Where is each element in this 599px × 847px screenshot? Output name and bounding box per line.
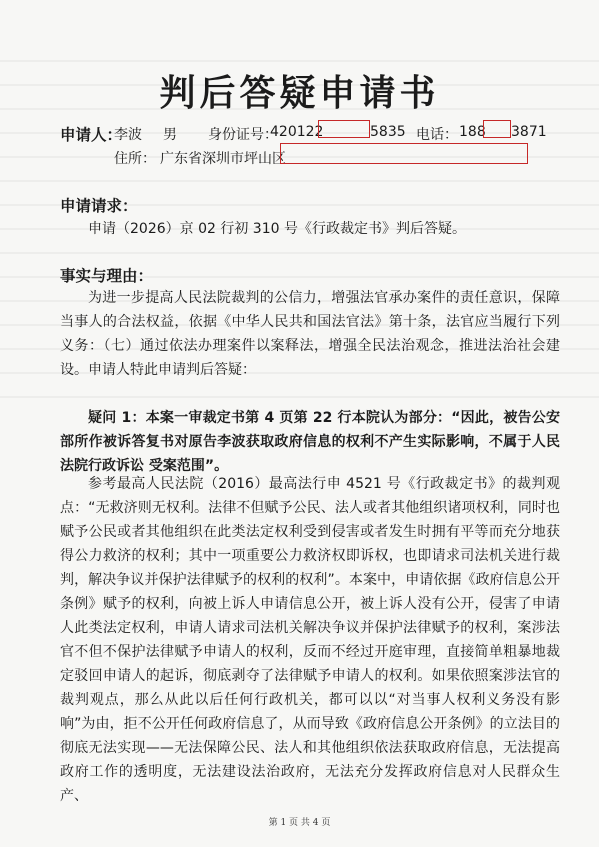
paragraph-reference-case: 参考最高人民法院（2016）最高法行申 4521 号《行政裁定书》的裁判观点：“无救济则无权利。法律不但赋予公民、法人或者其他组织诸项权利，同时也赋予公民或者其他组织在此类法定权利受到侵害或者发生时拥有平等而充分地获得公力救济的权利；其中一项重要公力救济权即诉权，也即请求司法机关进行裁判，解决争议并保护法律赋予的权利的权利”。本案中，申请依据《政府信息公开条例》赋予的权利，向被上诉人申请信息公开，被上诉人没有公开，侵害了申请人此类法定权利，申请人请求司法机关解决争议并保护法律赋予的权利，案涉法官不但不保护法律赋予申请人的权利，反而不经过开庭审理，直接简单粗暴地裁定驳回申请人的起诉，彻底剥夺了法律赋予申请人的权利。如果依照案涉法官的裁判观点，那么从此以后任何行政机关，都可以以“对当事人权利义务没有影响”为由，拒不公开任何政府信息了，从而导致《政府信息公开条例》的立法目的彻底无法实现——无法保障公民、法人和其他组织依法获取政府信息，无法提高政府工作的透明度，无法建设法治政府，无法充分发挥政府信息对人民群众生产、 [60,476,560,804]
address-value: 广东省深圳市坪山区 [160,151,286,167]
request-heading [60,194,138,216]
page-footer: 第 1 页 共 4 页 [268,818,331,828]
address-label: 住所： [114,151,156,167]
id-label: 身份证号： [208,127,278,143]
facts-heading [60,264,153,286]
paragraph-question-1: 疑问 1：本案一审裁定书第 4 页第 22 行本院认为部分：“因此，被告公安部所作被诉答复书对原告李波获取政府信息的权利不产生实际影响，不属于人民法院行政诉讼 受案范围”。 [60,410,560,474]
paragraph-obligations: 为进一步提高人民法院裁判的公信力，增强法官承办案件的责任意识，保障当事人的合法权益，依据《中华人民共和国法官法》第十条，法官应当履行下列义务：（七）通过依法办理案件以案释法，增强全民法治观念，推进法治社会建设。申请人特此申请判后答疑： [60,290,560,378]
id-prefix: 420122 [270,124,324,140]
request-heading-text: 申请请求： [60,197,138,215]
applicant-line [60,123,122,145]
phone-label: 电话： [416,127,458,143]
phone-prefix: 188 [459,124,486,140]
document-title: 判后答疑申请书 [159,73,440,114]
applicant-gender: 男 [163,127,177,143]
applicant-label: 申请人： [60,126,123,144]
id-suffix: 5835 [370,124,406,140]
facts-heading-text: 事实与理由： [60,267,154,285]
id-redaction-box [318,120,370,138]
applicant-name: 李波 [114,127,142,143]
address-redaction-box [280,143,528,164]
phone-suffix: 3871 [511,124,547,140]
request-text: 申请（2026）京 02 行初 310 号《行政裁定书》判后答疑。 [88,221,466,237]
phone-redaction-box [483,120,511,138]
